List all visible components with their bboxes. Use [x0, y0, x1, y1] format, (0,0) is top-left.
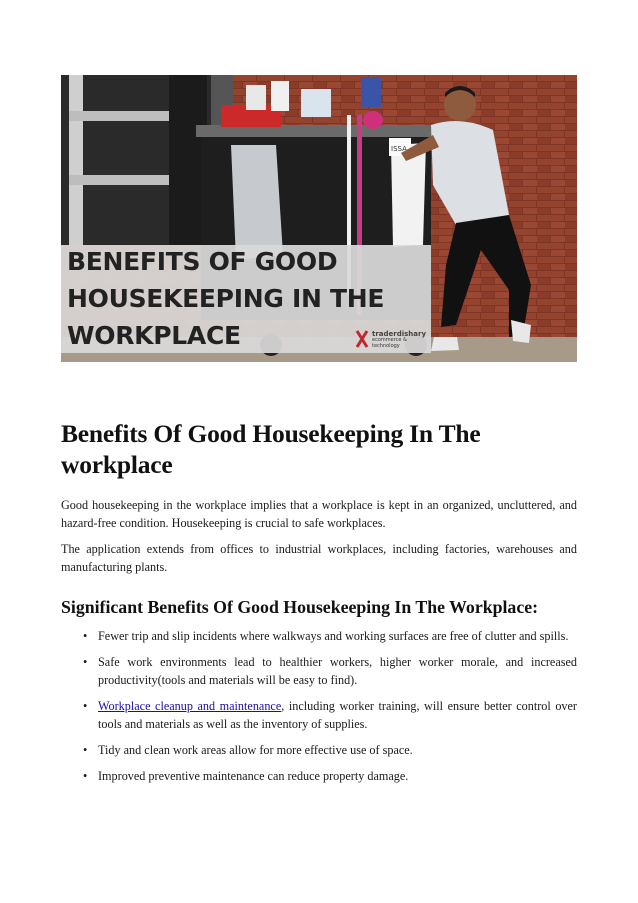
banner-line: HOUSEKEEPING IN THE — [67, 284, 385, 313]
bullet-icon: • — [83, 743, 88, 757]
bullet-icon: • — [83, 699, 88, 713]
banner-line: WORKPLACE — [67, 321, 241, 350]
list-item-text: Fewer trip and slip incidents where walkways and working surfaces are free of clutter and spills. — [98, 629, 569, 643]
bullet-icon: • — [83, 629, 88, 643]
logo-brand: traderdishary — [372, 330, 427, 338]
application-paragraph: The application extends from offices to industrial workplaces, including factories, warehouses and manufacturing plants. — [61, 542, 577, 574]
banner-line: BENEFITS OF GOOD — [67, 247, 338, 276]
article-title: Benefits Of Good Housekeeping In The workplace — [61, 419, 481, 479]
article-body — [61, 418, 577, 793]
list-item — [61, 697, 577, 733]
benefits-subheading: Significant Benefits Of Good Housekeeping In The Workplace: — [61, 597, 539, 617]
list-item — [61, 653, 577, 689]
list-item-text: Improved preventive maintenance can reduce property damage. — [98, 769, 409, 783]
bullet-icon: • — [83, 769, 88, 783]
logo-subtitle: ecommerce & technology — [372, 337, 407, 349]
list-item-text: Tidy and clean work areas allow for more effective use of space. — [98, 743, 413, 757]
list-item — [61, 627, 577, 645]
list-item-text: Safe work environments lead to healthier workers, higher worker morale, and increased productivity(tools and materials will be easy to find). — [98, 655, 577, 687]
intro-paragraph: Good housekeeping in the workplace implies that a workplace is kept in an organized, uncluttered, and hazard-free condition. Housekeeping is crucial to safe workplaces. — [61, 498, 577, 530]
benefits-list — [61, 627, 577, 785]
bullet-icon: • — [83, 655, 88, 669]
cart-label: ISSA — [391, 145, 407, 153]
hero-image — [61, 75, 577, 362]
banner-title — [67, 243, 384, 354]
list-item — [61, 767, 577, 785]
list-item — [61, 741, 577, 759]
cleanup-maintenance-link[interactable]: Workplace cleanup and maintenance — [98, 699, 282, 713]
brand-logo — [372, 331, 432, 349]
list-item-text: , including worker training, will ensure better control over tools and materials as well as the inventory of supplies. — [98, 699, 577, 731]
